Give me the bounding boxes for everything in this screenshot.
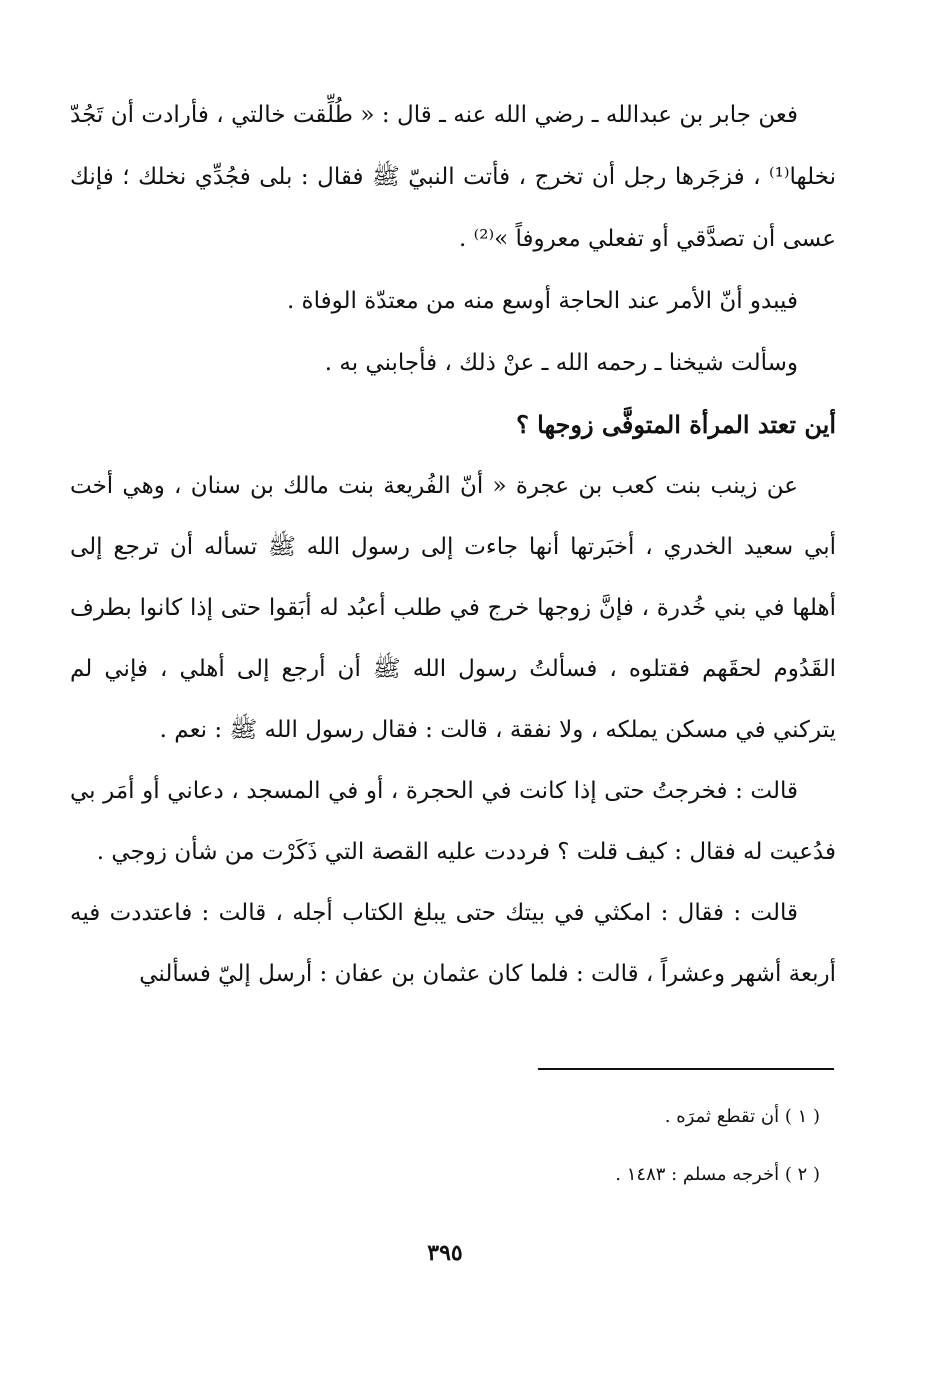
footnote-divider (538, 1068, 834, 1070)
paragraph-furaia-hadith: عن زينب بنت كعب بن عجرة « أنّ الفُريعة بنت مالك بن سنان ، وهي أخت أبي سعيد الخدري ، أخبَرتها أنها جاءت إلى رسول الله ﷺ تسأله أن ترجع إلى أهلها في بني خُدرة ، فإنَّ زوجها خرج في طلب أعبُد له أبَقوا حتى إذا كانوا بطرف القَدُوم لحقَهم فقتلوه ، فسألتُ رسول الله ﷺ أن أرجع إلى أهلي ، فإني لم يتركني في مسكن يملكه ، ولا نفقة ، قالت : فقال رسول الله ﷺ : نعم . (70, 473, 836, 743)
footnote-2: ( ٢ ) أخرجه مسلم : ١٤٨٣ . (615, 1164, 820, 1185)
section-heading: أين تعتد المرأة المتوفَّى زوجها ؟ (516, 410, 836, 439)
paragraph-she-said-1: قالت : فخرجتُ حتى إذا كانت في الحجرة ، أو في المسجد ، دعاني أو أمَر بي فدُعيت له فقال : كيف قلت ؟ فرددت عليه القصة التي ذَكَرْت من شأن زوجي . (70, 778, 836, 865)
paragraph-conclusion: فيبدو أنّ الأمر عند الحاجة أوسع منه من معتدّة الوفاة . (286, 288, 798, 314)
footnote-1: ( ١ ) أن تقطع ثمرَه . (664, 1106, 820, 1127)
page-body (70, 84, 836, 1005)
paragraph-sheikh-question: وسألت شيخنا ـ رحمه الله ـ عنْ ذلك ، فأجابني به . (324, 350, 798, 376)
footnotes (520, 1088, 820, 1204)
paragraph-she-said-2: قالت : فقال : امكثي في بيتك حتى يبلغ الكتاب أجله ، قالت : فاعتددت فيه أربعة أشهر وعشراً ، قالت : فلما كان عثمان بن عفان : أرسل إليّ فسألني (70, 900, 836, 987)
page-number: ٣٩٥ (427, 1240, 463, 1266)
paragraph-jabir-hadith: فعن جابر بن عبدالله ـ رضي الله عنه ـ قال : « طُلِّقت خالتي ، فأرادت أن تَجُدّ نخلها⁽¹⁾ ، فزجَرها رجل أن تخرج ، فأتت النبيّ ﷺ فقال : بلى فجُدِّي نخلك ؛ فإنك عسى أن تصدَّقي أو تفعلي معروفاً »⁽²⁾ . (70, 102, 836, 252)
